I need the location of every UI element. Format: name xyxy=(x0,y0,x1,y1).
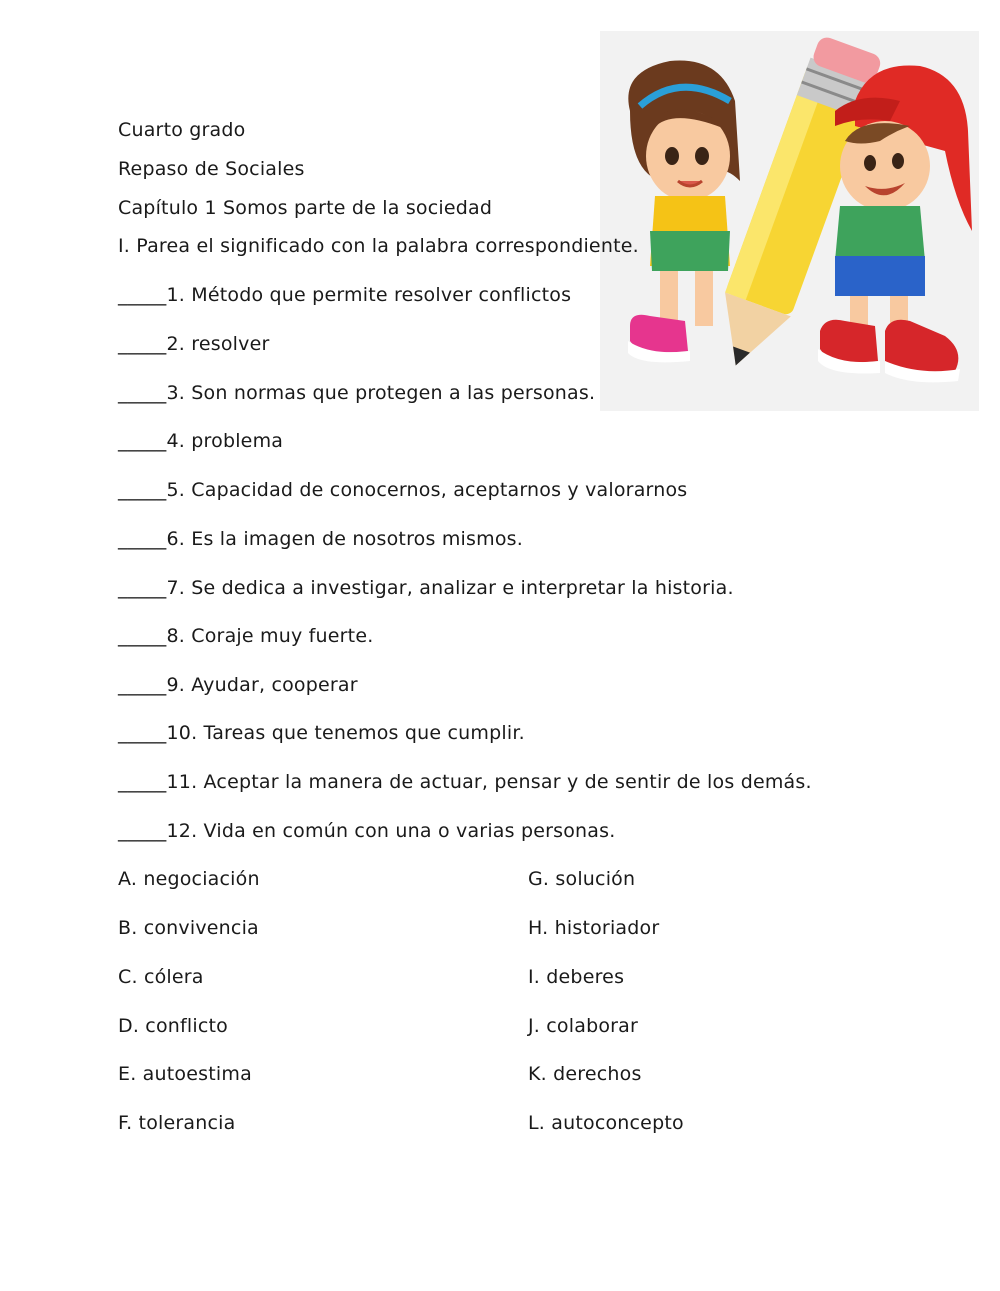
matching-item[interactable]: _____8. Coraje muy fuerte. xyxy=(118,625,374,647)
matching-item[interactable]: _____9. Ayudar, cooperar xyxy=(118,674,358,696)
option-left: C. cólera xyxy=(118,966,204,988)
matching-item[interactable]: _____12. Vida en común con una o varias personas. xyxy=(118,820,616,842)
kids-with-pencil-icon xyxy=(600,31,979,411)
matching-item[interactable]: _____11. Aceptar la manera de actuar, pensar y de sentir de los demás. xyxy=(118,771,812,793)
grade-label: Cuarto grado xyxy=(118,119,246,141)
option-right: I. deberes xyxy=(528,966,625,988)
chapter-title: Capítulo 1 Somos parte de la sociedad xyxy=(118,197,493,219)
matching-item[interactable]: _____4. problema xyxy=(118,430,284,452)
option-right: H. historiador xyxy=(528,917,660,939)
matching-item[interactable]: _____2. resolver xyxy=(118,333,270,355)
option-right: G. solución xyxy=(528,868,636,890)
matching-item[interactable]: _____7. Se dedica a investigar, analizar e interpretar la historia. xyxy=(118,577,734,599)
matching-item[interactable]: _____6. Es la imagen de nosotros mismos. xyxy=(118,528,523,550)
matching-item[interactable]: _____3. Son normas que protegen a las personas. xyxy=(118,382,596,404)
matching-item[interactable]: _____10. Tareas que tenemos que cumplir. xyxy=(118,722,525,744)
subject-label: Repaso de Sociales xyxy=(118,158,305,180)
option-left: B. convivencia xyxy=(118,917,259,939)
matching-item[interactable]: _____1. Método que permite resolver conflictos xyxy=(118,284,572,306)
option-left: A. negociación xyxy=(118,868,260,890)
matching-item[interactable]: _____5. Capacidad de conocernos, aceptarnos y valorarnos xyxy=(118,479,688,501)
option-right: K. derechos xyxy=(528,1063,642,1085)
instruction-text: I. Parea el significado con la palabra correspondiente. xyxy=(118,235,639,257)
option-right: L. autoconcepto xyxy=(528,1112,684,1134)
option-left: F. tolerancia xyxy=(118,1112,236,1134)
option-left: D. conflicto xyxy=(118,1015,228,1037)
option-left: E. autoestima xyxy=(118,1063,252,1085)
option-right: J. colaborar xyxy=(528,1015,639,1037)
